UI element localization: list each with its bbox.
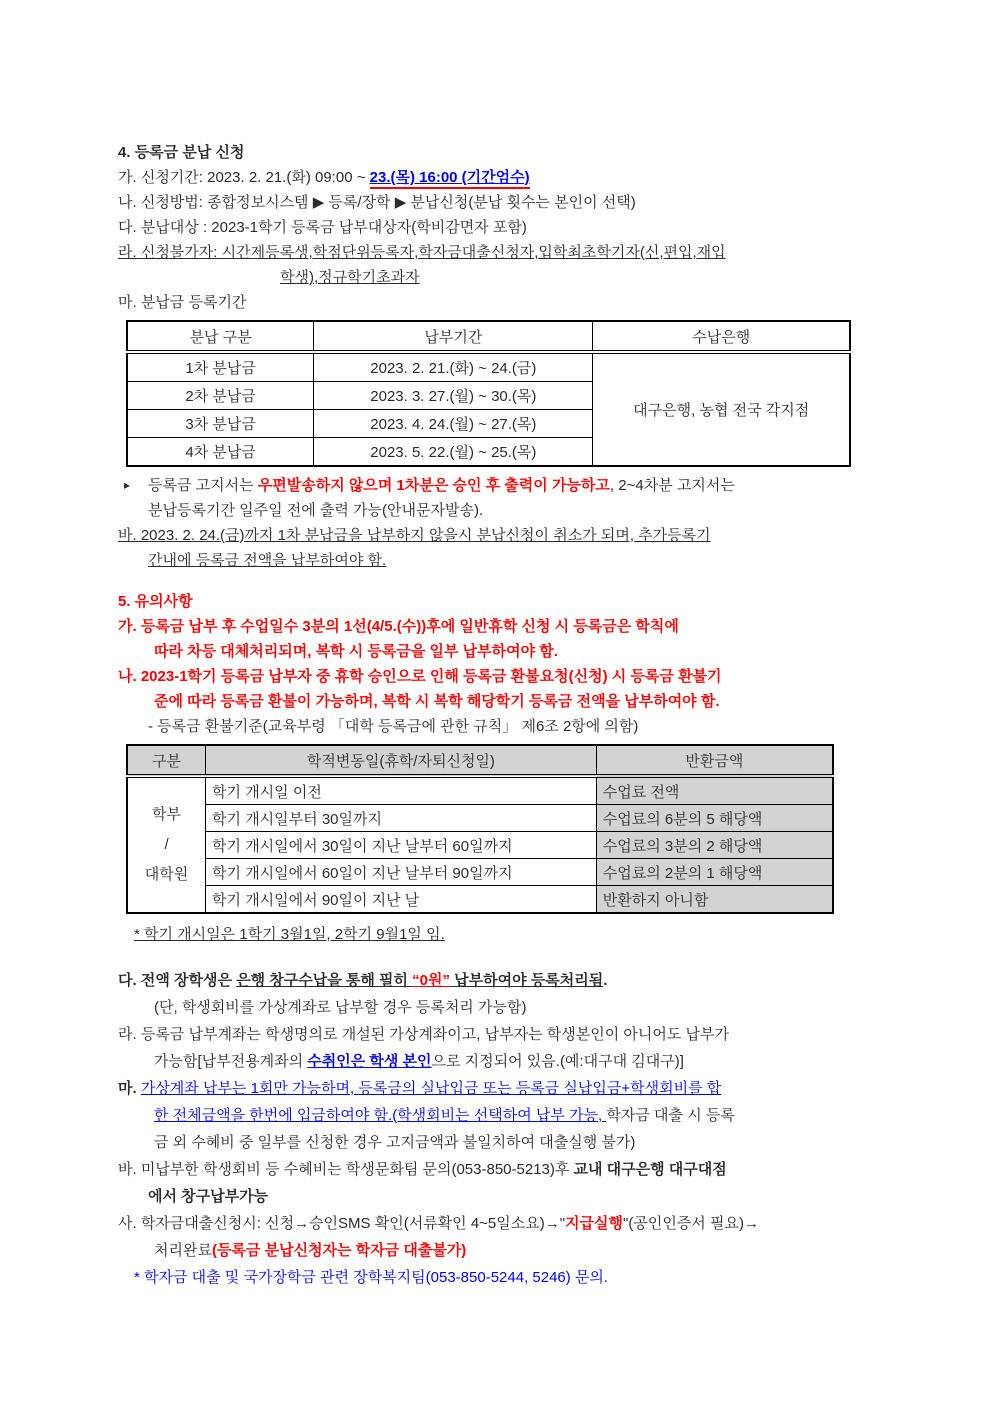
section5-item-ba-line2: 에서 창구납부가능 [148,1188,269,1205]
group-line-undergrad: 학부 [152,806,182,823]
section5-item-na-line1: 나. 2023-1학기 등록금 납부자 중 휴학 승인으로 인해 등록금 환불요청(신청) 시 등록금 환불기 [118,668,722,685]
table2-cell-refund: 수업료 전액 [596,776,833,805]
table1-header-bank: 수납은행 [593,321,850,352]
table1-bank-cell: 대구은행, 농협 전국 각지점 [593,352,850,466]
section5-heading: 5. 유의사항 [118,593,193,610]
table1-cell-label: 4차 분납금 [127,438,314,467]
triangle-bullet-icon: ▸ [124,478,131,492]
group-line-slash: / [164,836,169,853]
sa-post: "(공인인증서 필요)→ [623,1215,759,1232]
ba-pre: 바. 미납부한 학생회비 등 수혜비는 학생문화팀 문의(053-850-5213)후 [118,1161,574,1178]
section5-item-ga-line1: 가. 등록금 납부 후 수업일수 3분의 1선(4/5.(수))후에 일반휴학 신청 시 등록금은 학칙에 [118,618,679,635]
section4-item-ra-line2: 학생),정규학기초과자 [280,269,420,286]
table2-row-5 [127,886,833,914]
table2-cell-refund: 반환하지 아니함 [596,886,833,914]
ga-deadline: 23.(목) 16:00 (기간엄수) [370,169,530,189]
table2-header-condition: 학적변동일(휴학/자퇴신청일) [206,745,597,776]
table2-row-3 [127,832,833,859]
ra2-post: 으로 지정되어 있음.(예:대구대 김대구)] [431,1053,684,1070]
ga-prefix: 가. 신청기간: 2023. 2. 21.(화) 09:00 ~ [118,169,370,186]
section5-item-ma-line3: 금 외 수혜비 중 일부를 신청한 경우 고지금액과 불일치하여 대출실행 불가) [154,1134,636,1151]
table2-cell-refund: 수업료의 3분의 2 해당액 [596,832,833,859]
document-content [118,140,886,1291]
table1-cell-period: 2023. 3. 27.(월) ~ 30.(목) [314,382,593,410]
ba-bold-1: 교내 대구은행 대구대점 [573,1161,727,1178]
table2-row-1 [127,776,833,805]
table2-cell-condition: 학기 개시일에서 30일이 지난 날부터 60일까지 [206,832,597,859]
table2-cell-refund: 수업료의 6분의 5 해당액 [596,805,833,832]
sa2-pre: 처리완료 [154,1242,212,1259]
sa-pre: 사. 학자금대출신청시: 신청→승인SMS 확인(서류확인 4~5일소요)→" [118,1215,566,1232]
da-underline-1: 은행 창구수납을 통해 필히 [236,972,413,989]
table2-cell-condition: 학기 개시일 이전 [206,776,597,805]
notice-emphasis: 우편발송하지 않으며 1차분은 승인 후 출력이 가능하고 [257,477,610,494]
section4-heading: 4. 등록금 분납 신청 [118,144,245,161]
table2-cell-condition: 학기 개시일에서 60일이 지난 날부터 90일까지 [206,859,597,886]
notice-post: , 2~4차분 고지서는 [609,477,735,494]
section5-item-ma-line1 [118,1075,886,1102]
section4-item-ma: 마. 분납금 등록기간 [118,294,247,311]
table1-cell-label: 3차 분납금 [127,410,314,438]
table1-cell-label: 2차 분납금 [127,382,314,410]
notice-pre: 등록금 고지서는 [148,477,258,494]
table1-cell-period: 2023. 4. 24.(월) ~ 27.(목) [314,410,593,438]
section5-item-da-sub: (단, 학생회비를 가상계좌로 납부할 경우 등록처리 가능함) [154,999,527,1016]
section4-item-da: 다. 분납대상 : 2023-1학기 등록금 납부대상자(학비감면자 포함) [118,219,527,236]
table1-header-row [127,321,850,352]
group-line-grad: 대학원 [144,866,189,883]
section5-item-ba-line1 [118,1156,886,1183]
section5-item-ga-line2: 따라 차등 대체처리되며, 복학 시 등록금을 일부 납부하여야 함. [154,643,558,660]
table2-cell-condition: 학기 개시일에서 90일이 지난 날 [206,886,597,914]
section5-item-na-line2: 준에 따라 등록금 환불이 가능하며, 복학 시 복학 해당학기 등록금 전액을 납부하여야 함. [154,693,720,710]
section4-notice-line2: 분납등록기간 일주일 전에 출력 가능(안내문자발송). [148,502,484,519]
section4-notice-line1 [118,473,886,498]
table2-row-4 [127,859,833,886]
section5-item-ra-line1: 라. 등록금 납부계좌는 학생명의로 개설된 가상계좌이고, 납부자는 학생본인이 아니어도 납부가 [118,1026,729,1043]
section4-item-ba-line2: 간내에 등록금 전액을 납부하여야 함. [148,552,387,569]
table1-cell-period: 2023. 2. 21.(화) ~ 24.(금) [314,352,593,382]
section5-item-sa-line1 [118,1210,886,1237]
ra2-payee-emphasis: 수취인은 학생 본인 [307,1053,432,1070]
ra2-pre: 가능함[납부전용계좌의 [154,1053,308,1070]
table2-group-cell [127,776,206,913]
ma-blue-2: 한 전체금액을 한번에 입금하여야 함.(학생회비는 선택하여 납부 가능, [154,1107,607,1124]
refund-criteria-table [126,744,834,914]
section4-item-na: 나. 신청방법: 종합정보시스템 ▶ 등록/장학 ▶ 분납신청(분납 횟수는 본인이 선택) [118,194,636,211]
refund-criteria-note: - 등록금 환불기준(교육부령 「대학 등록금에 관한 규칙」 제6조 2항에 의함) [148,718,639,735]
da-pre: 다. 전액 장학생은 [118,972,237,989]
installment-schedule-table [126,320,851,467]
da-end: . [603,972,608,989]
table1-cell-period: 2023. 5. 22.(월) ~ 25.(목) [314,438,593,467]
sa-execute-emphasis: 지급실행 [565,1215,624,1232]
section5-item-da [118,967,886,994]
table2-header-group: 구분 [127,745,206,776]
table2-header-refund: 반환금액 [596,745,833,776]
table2-header-row [127,745,833,776]
table2-cell-condition: 학기 개시일부터 30일까지 [206,805,597,832]
section4-item-ga [118,165,886,190]
ma-black-2: 학자금 대출 시 등록 [606,1107,735,1124]
ma-label: 마. [118,1080,141,1097]
loan-contact-note: * 학자금 대출 및 국가장학금 관련 장학복지팀(053-850-5244, 5246) 문의. [134,1269,609,1286]
semester-start-note: * 학기 개시일은 1학기 3월1일, 2학기 9월1일 임. [134,926,445,943]
table1-row-1 [127,352,850,382]
ma-blue-1: 가상계좌 납부는 1회만 가능하며, 등록금의 실납입금 또는 등록금 실납입금+학생회비를 합 [140,1080,722,1097]
table2-cell-refund: 수업료의 2분의 1 해당액 [596,859,833,886]
table1-header-period: 납부기간 [314,321,593,352]
section4-item-ba-line1: 바. 2023. 2. 24.(금)까지 1차 분납금을 납부하지 않을시 분납신청이 취소가 되며, 추가등록기 [118,527,711,544]
da-underline-2: 납부하여야 등록처리됨 [450,972,604,989]
sa2-no-loan-emphasis: (등록금 분납신청자는 학자금 대출불가) [211,1242,467,1259]
da-zero-won: “0원” [412,972,451,989]
section4-item-ra-line1: 라. 신청불가자: 시간제등록생,학점단위등록자,학자금대출신청자,입학최초학기자(신,편입,재입 [118,244,726,261]
table1-cell-label: 1차 분납금 [127,352,314,382]
table1-header-category: 분납 구분 [127,321,314,352]
table2-row-2 [127,805,833,832]
section5-item-ra-line2 [118,1048,886,1075]
section5-item-sa-line2 [118,1237,886,1264]
section5-item-ma-line2 [118,1102,886,1129]
